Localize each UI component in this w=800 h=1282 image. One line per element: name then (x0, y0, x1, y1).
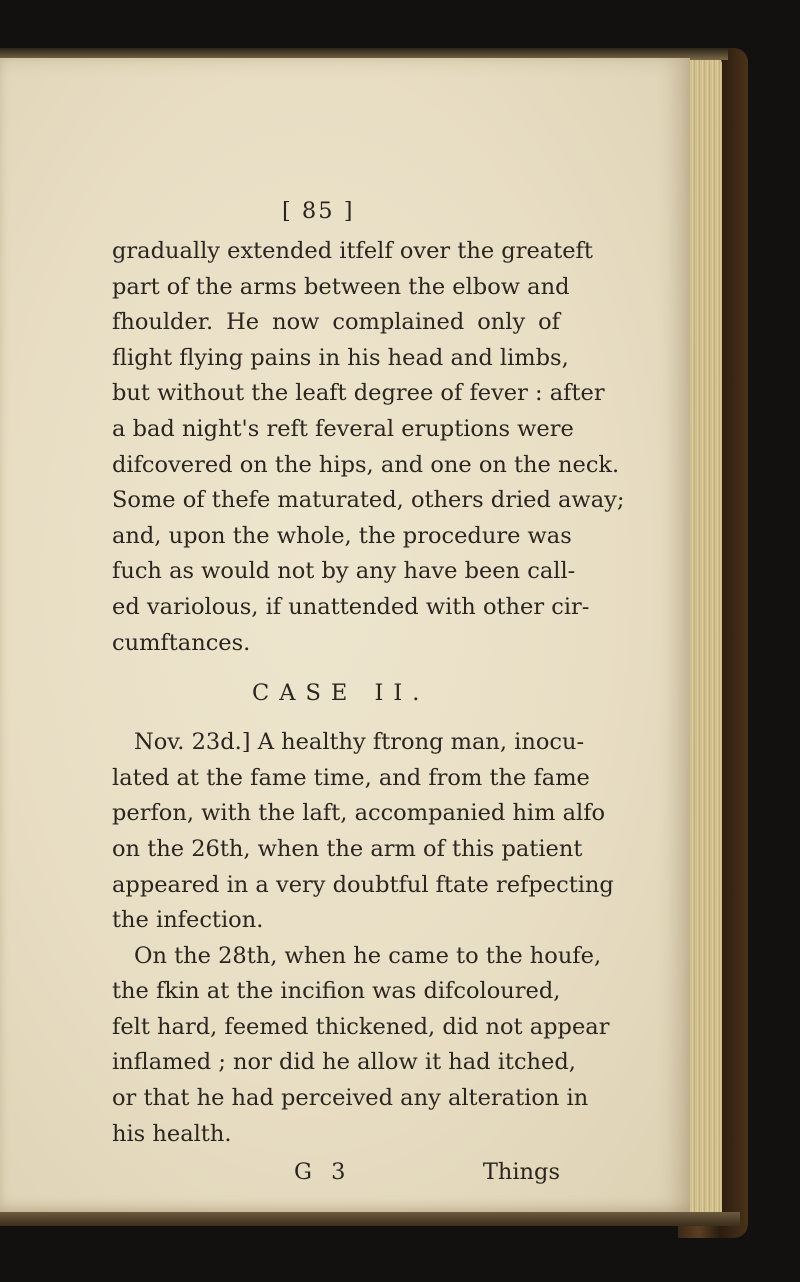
page-footer (112, 1152, 560, 1192)
text-line: Nov. 23d.] A healthy ftrong man, inocu- (134, 729, 585, 756)
case-heading: CASE II. (252, 680, 430, 707)
text-line: gradually extended itfelf over the greateft (112, 238, 593, 264)
text-line: the fkin at the incifion was difcoloured, (112, 978, 561, 1005)
text-line: fuch as would not by any have been call- (112, 558, 576, 585)
text-line: the infection. (112, 907, 264, 934)
paragraph-3 (112, 939, 610, 1153)
page-number: [ 85 ] (282, 198, 355, 224)
text-line: ed variolous, if unattended with other cir- (112, 593, 590, 620)
text-line: felt hard, feemed thickened, did not appear (112, 1013, 610, 1040)
text-line: difcovered on the hips, and one on the neck. (112, 451, 620, 478)
catchword: Things (482, 1159, 560, 1186)
text-line: and, upon the whole, the procedure was (112, 522, 572, 549)
text-line: flight flying pains in his head and limbs, (112, 344, 569, 371)
text-line: but without the leaft degree of fever : after (112, 380, 605, 407)
book-bottom-edge (0, 1212, 740, 1226)
page-text (112, 188, 625, 1192)
text-line: cumftances. (112, 629, 251, 656)
text-line: lated at the fame time, and from the fame (112, 764, 590, 791)
signature-mark: G 3 (294, 1159, 352, 1186)
text-line: Some of thefe maturated, others dried away; (112, 487, 625, 514)
text-line: fhoulder. He now complained only of (112, 309, 560, 336)
text-line: part of the arms between the elbow and (112, 273, 570, 300)
text-line: on the 26th, when the arm of this patient (112, 835, 583, 862)
paragraph-2 (112, 725, 614, 939)
paragraph-1 (112, 234, 625, 661)
text-line: inflamed ; nor did he allow it had itched, (112, 1049, 576, 1076)
text-line: perfon, with the laft, accompanied him alfo (112, 800, 606, 827)
text-line: appeared in a very doubtful ftate refpecting (112, 871, 614, 898)
text-line: his health. (112, 1120, 232, 1147)
text-line: a bad night's reft feveral eruptions were (112, 415, 574, 442)
text-line: or that he had perceived any alteration in (112, 1085, 589, 1112)
text-line: On the 28th, when he came to the houfe, (134, 942, 602, 969)
